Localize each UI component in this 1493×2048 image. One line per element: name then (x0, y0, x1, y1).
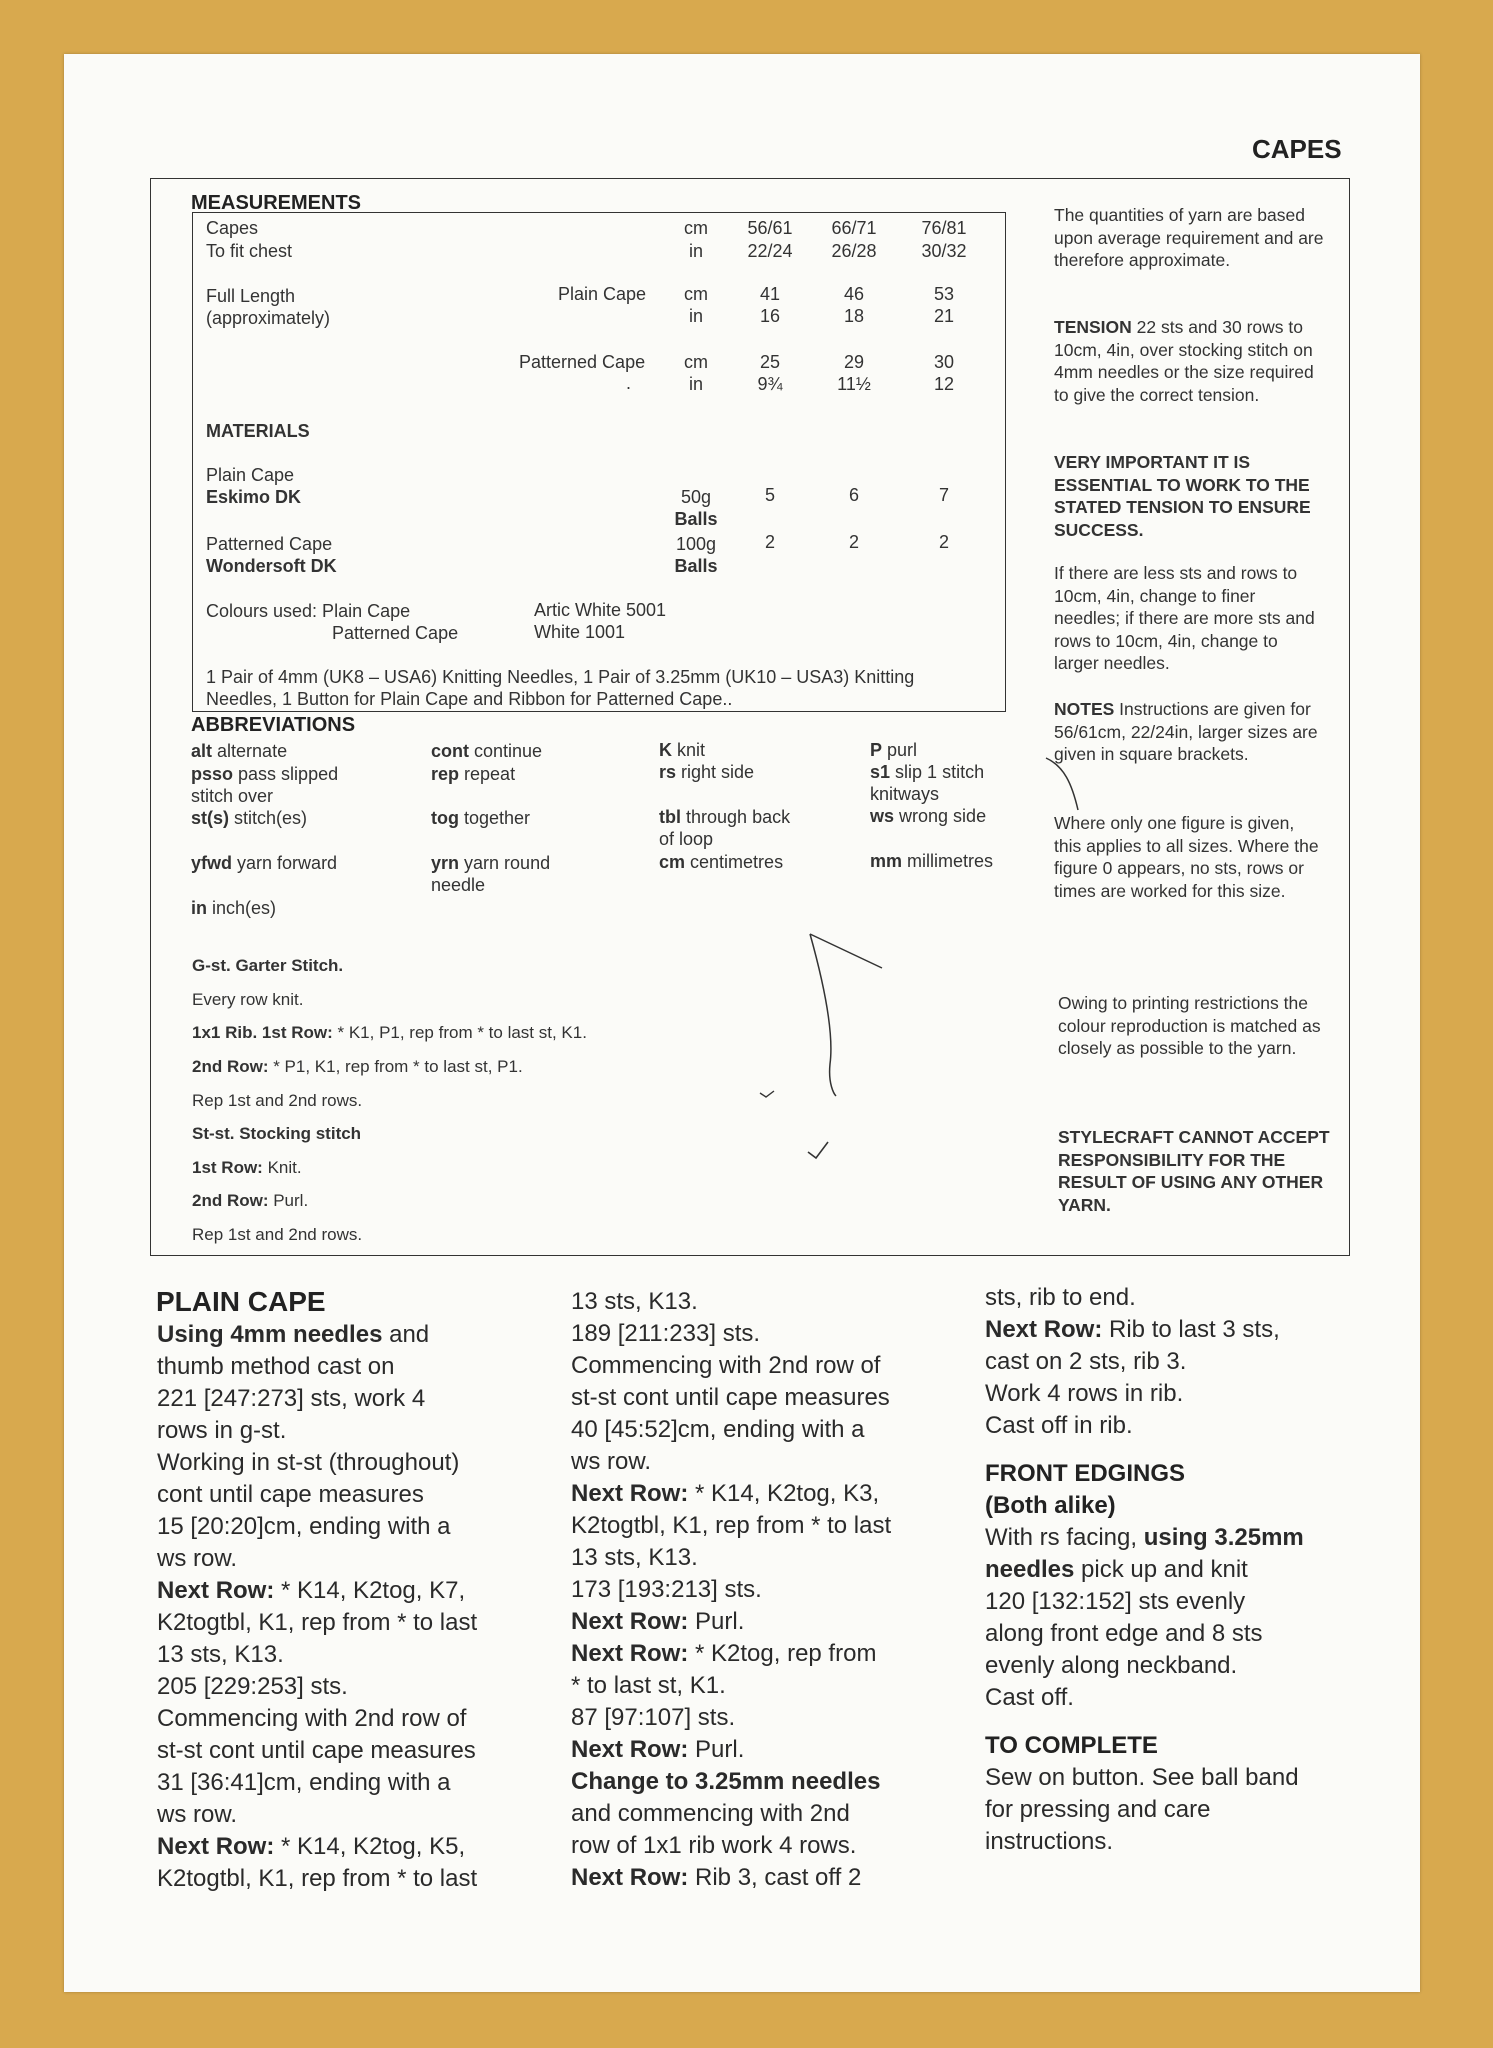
rib-repeat: Rep 1st and 2nd rows. (192, 1091, 363, 1110)
instruction-line: Change to 3.25mm needles (571, 1768, 881, 1795)
instruction-line: Next Row: Purl. (571, 1736, 745, 1763)
plain-cm-1: 41 (759, 284, 781, 304)
colours-patterned-label: Patterned Cape (332, 623, 459, 643)
instruction-line: 120 [132:152] sts evenly (985, 1588, 1246, 1615)
abbr-k: K knit (659, 740, 706, 760)
instruction-line: Cast off in rib. (985, 1412, 1133, 1439)
abbr-yrn-cont: needle (431, 875, 486, 895)
colours-label: Colours used: Plain Cape (206, 601, 411, 621)
instruction-line: row of 1x1 rib work 4 rows. (571, 1832, 857, 1859)
abbreviations-heading: ABBREVIATIONS (191, 714, 356, 736)
pattern-sheet (64, 54, 1420, 1992)
instruction-line: * to last st, K1. (571, 1672, 726, 1699)
instruction-line: 221 [247:273] sts, work 4 (157, 1385, 426, 1412)
abbr-rep: rep repeat (431, 764, 516, 784)
abbr-ws: ws wrong side (870, 806, 987, 826)
instruction-line: Cast off. (985, 1684, 1074, 1711)
patterned-yarn: Wondersoft DK (206, 556, 337, 576)
abbr-yrn: yrn yarn round (431, 853, 551, 873)
instruction-line: ws row. (157, 1545, 238, 1572)
patterned-in-3: 12 (933, 374, 955, 394)
patterned-cm-2: 29 (843, 352, 865, 372)
abbr-tbl-cont: of loop (659, 829, 714, 849)
materials-plain-cape: Plain Cape (206, 465, 295, 485)
to-complete-title: TO COMPLETE (985, 1732, 1158, 1759)
gst-title: G-st. Garter Stitch. (192, 956, 344, 975)
instruction-line: Work 4 rows in rib. (985, 1380, 1184, 1407)
instruction-line: Next Row: * K14, K2tog, K5, (157, 1833, 466, 1860)
instruction-line: st-st cont until cape measures (157, 1737, 476, 1764)
instruction-line: 15 [20:20]cm, ending with a (157, 1513, 451, 1540)
instruction-line: Next Row: Rib to last 3 sts, (985, 1316, 1280, 1343)
instruction-line: evenly along neckband. (985, 1652, 1238, 1679)
instruction-line: 13 sts, K13. (571, 1288, 698, 1315)
instruction-line: K2togtbl, K1, rep from * to last (157, 1865, 478, 1892)
stst-row-1: 1st Row: Knit. (192, 1158, 302, 1177)
plain-in-1: 16 (759, 306, 781, 326)
instruction-line: ws row. (157, 1801, 238, 1828)
abbr-s1: s1 slip 1 stitch (870, 762, 985, 782)
materials-heading: MATERIALS (206, 421, 310, 441)
plain-cm-2: 46 (843, 284, 865, 304)
instruction-line: Commencing with 2nd row of (571, 1352, 881, 1379)
instruction-line: K2togtbl, K1, rep from * to last (571, 1512, 892, 1539)
instruction-line: 205 [229:253] sts. (157, 1673, 348, 1700)
abbr-alt: alt alternate (191, 741, 288, 761)
instruction-line: Next Row: * K14, K2tog, K3, (571, 1480, 880, 1507)
instruction-line: 13 sts, K13. (157, 1641, 284, 1668)
instruction-line: and commencing with 2nd (571, 1800, 850, 1827)
front-edgings-subtitle: (Both alike) (985, 1492, 1116, 1519)
unit-cm: cm (684, 352, 708, 372)
plain-cape-column-2 (571, 1286, 891, 1894)
patterned-cape-length-label: Patterned Cape (519, 352, 646, 372)
plain-cape-length-label: Plain Cape (558, 284, 647, 304)
disclaimer: STYLECRAFT CANNOT ACCEPT RESPONSIBILITY FOR THE RESULT OF USING ANY OTHER YARN. (1058, 1127, 1330, 1215)
plain-yarn: Eskimo DK (206, 487, 302, 507)
abbr-s1-cont: knitways (870, 784, 940, 804)
instruction-line: 189 [211:233] sts. (571, 1320, 761, 1347)
instruction-line: Next Row: Purl. (571, 1608, 745, 1635)
important-note: VERY IMPORTANT IT IS ESSENTIAL TO WORK TO THE STATED TENSION TO ENSURE SUCCESS. (1054, 452, 1311, 540)
size-in-3: 30/32 (921, 241, 967, 261)
stst-row-2: 2nd Row: Purl. (192, 1191, 309, 1210)
plain-balls-1: 5 (764, 485, 775, 505)
instruction-line: along front edge and 8 sts (985, 1620, 1263, 1647)
abbr-psso: psso pass slipped (191, 764, 339, 784)
unit-cm: cm (684, 284, 708, 304)
instruction-line: cont until cape measures (157, 1481, 424, 1508)
instruction-line: K2togtbl, K1, rep from * to last (157, 1609, 478, 1636)
page-title: CAPES (1252, 134, 1342, 164)
capes-label: Capes (206, 218, 259, 238)
front-edgings-title: FRONT EDGINGS (985, 1460, 1186, 1487)
instruction-line: thumb method cast on (157, 1353, 395, 1380)
plain-cape-title: PLAIN CAPE (156, 1286, 326, 1317)
gst-text: Every row knit. (192, 990, 304, 1009)
patterned-cm-3: 30 (933, 352, 955, 372)
instruction-line: ws row. (571, 1448, 652, 1475)
stst-title: St-st. Stocking stitch (192, 1124, 362, 1143)
plain-cape-column-3 (985, 1282, 1304, 1858)
plain-in-3: 21 (933, 306, 955, 326)
abbr-mm: mm millimetres (870, 851, 994, 871)
full-length-label: Full Length (206, 286, 296, 306)
size-cm-2: 66/71 (831, 218, 877, 238)
figure-note: Where only one figure is given, this applies to all sizes. Where the figure 0 appears, no sts, rows or times are worked for this size. (1054, 813, 1319, 901)
instruction-line: sts, rib to end. (985, 1284, 1136, 1311)
measurements-heading: MEASUREMENTS (191, 192, 362, 214)
abbr-p: P purl (870, 740, 918, 760)
abbr-sts: st(s) stitch(es) (191, 808, 308, 828)
instruction-line: cast on 2 sts, rib 3. (985, 1348, 1187, 1375)
instruction-line: instructions. (985, 1828, 1114, 1855)
quantities-note: The quantities of yarn are based upon average requirement and are therefore approximate. (1054, 205, 1324, 270)
unit-in: in (688, 241, 703, 261)
plain-cape-column-1 (157, 1319, 477, 1895)
instruction-line: Next Row: Rib 3, cast off 2 (571, 1864, 862, 1891)
instruction-line: Working in st-st (throughout) (157, 1449, 460, 1476)
patterned-weight: 100g (675, 534, 717, 554)
patterned-balls-label: Balls (674, 556, 718, 576)
patterned-balls-2: 2 (848, 532, 859, 552)
abbr-in: in inch(es) (191, 898, 277, 918)
needle-change-note: If there are less sts and rows to 10cm, 4in, change to finer needles; if there are more sts and rows to 10cm, 4in, change to larger needles. (1054, 563, 1315, 673)
abbr-psso-cont: stitch over (191, 786, 274, 806)
abbr-cm: cm centimetres (659, 852, 784, 872)
size-cm-3: 76/81 (921, 218, 967, 238)
approx-label: (approximately) (206, 308, 331, 328)
patterned-cm-1: 25 (759, 352, 781, 372)
to-fit-chest-label: To fit chest (206, 241, 293, 261)
instruction-line: Sew on button. See ball band (985, 1764, 1299, 1791)
instruction-line: needles pick up and knit (985, 1556, 1248, 1583)
stst-repeat: Rep 1st and 2nd rows. (192, 1225, 363, 1244)
abbr-rs: rs right side (659, 762, 755, 782)
instruction-line: Next Row: * K2tog, rep from (571, 1640, 877, 1667)
patterned-balls-1: 2 (764, 532, 775, 552)
plain-balls-3: 7 (938, 485, 949, 505)
size-cm-1: 56/61 (747, 218, 793, 238)
instruction-line: 87 [97:107] sts. (571, 1704, 736, 1731)
instruction-line: With rs facing, using 3.25mm (985, 1524, 1304, 1551)
instruction-line: 31 [36:41]cm, ending with a (157, 1769, 451, 1796)
needles-line-1: 1 Pair of 4mm (UK8 – USA6) Knitting Needles, 1 Pair of 3.25mm (UK10 – USA3) Knitting (206, 667, 915, 687)
materials-patterned-cape: Patterned Cape (206, 534, 333, 554)
dot-mark: . (626, 373, 632, 393)
plain-weight: 50g (680, 487, 712, 507)
notes: NOTES Instructions are given for 56/61cm, 22/24in, larger sizes are given in square brackets. (1054, 699, 1318, 764)
abbr-yfwd: yfwd yarn forward (191, 853, 338, 873)
unit-in: in (688, 306, 703, 326)
needles-line-2: Needles, 1 Button for Plain Cape and Ribbon for Patterned Cape.. (206, 689, 733, 709)
patterned-in-2: 11½ (837, 374, 871, 394)
plain-cm-3: 53 (933, 284, 955, 304)
instruction-line: Next Row: * K14, K2tog, K7, (157, 1577, 466, 1604)
size-in-2: 26/28 (831, 241, 877, 261)
patterned-in-1: 9¾ (757, 374, 783, 394)
size-in-1: 22/24 (747, 241, 793, 261)
unit-cm: cm (684, 218, 708, 238)
instruction-line: st-st cont until cape measures (571, 1384, 890, 1411)
unit-in: in (688, 374, 703, 394)
instruction-line: Using 4mm needles and (157, 1321, 430, 1348)
patterned-balls-3: 2 (938, 532, 949, 552)
instruction-line: Commencing with 2nd row of (157, 1705, 467, 1732)
colour-patterned-value: White 1001 (534, 622, 626, 642)
abbr-tbl: tbl through back (659, 807, 791, 827)
abbr-tog: tog together (431, 808, 531, 828)
colour-plain-value: Artic White 5001 (534, 600, 667, 620)
rib-row-2: 2nd Row: * P1, K1, rep from * to last st, P1. (192, 1057, 523, 1076)
plain-balls-2: 6 (848, 485, 859, 505)
instruction-line: 40 [45:52]cm, ending with a (571, 1416, 865, 1443)
instruction-line: 13 sts, K13. (571, 1544, 698, 1571)
instruction-line: for pressing and care (985, 1796, 1211, 1823)
abbr-cont: cont continue (431, 741, 543, 761)
rib-row-1: 1x1 Rib. 1st Row: * K1, P1, rep from * to last st, K1. (192, 1023, 587, 1042)
instruction-line: 173 [193:213] sts. (571, 1576, 762, 1603)
plain-in-2: 18 (843, 306, 865, 326)
instruction-line: rows in g-st. (157, 1417, 287, 1444)
tension-note: TENSION 22 sts and 30 rows to 10cm, 4in, over stocking stitch on 4mm needles or the size required to give the correct tension. (1054, 317, 1314, 405)
plain-balls-label: Balls (674, 509, 718, 529)
printing-note: Owing to printing restrictions the colour reproduction is matched as closely as possible to the yarn. (1058, 993, 1321, 1058)
